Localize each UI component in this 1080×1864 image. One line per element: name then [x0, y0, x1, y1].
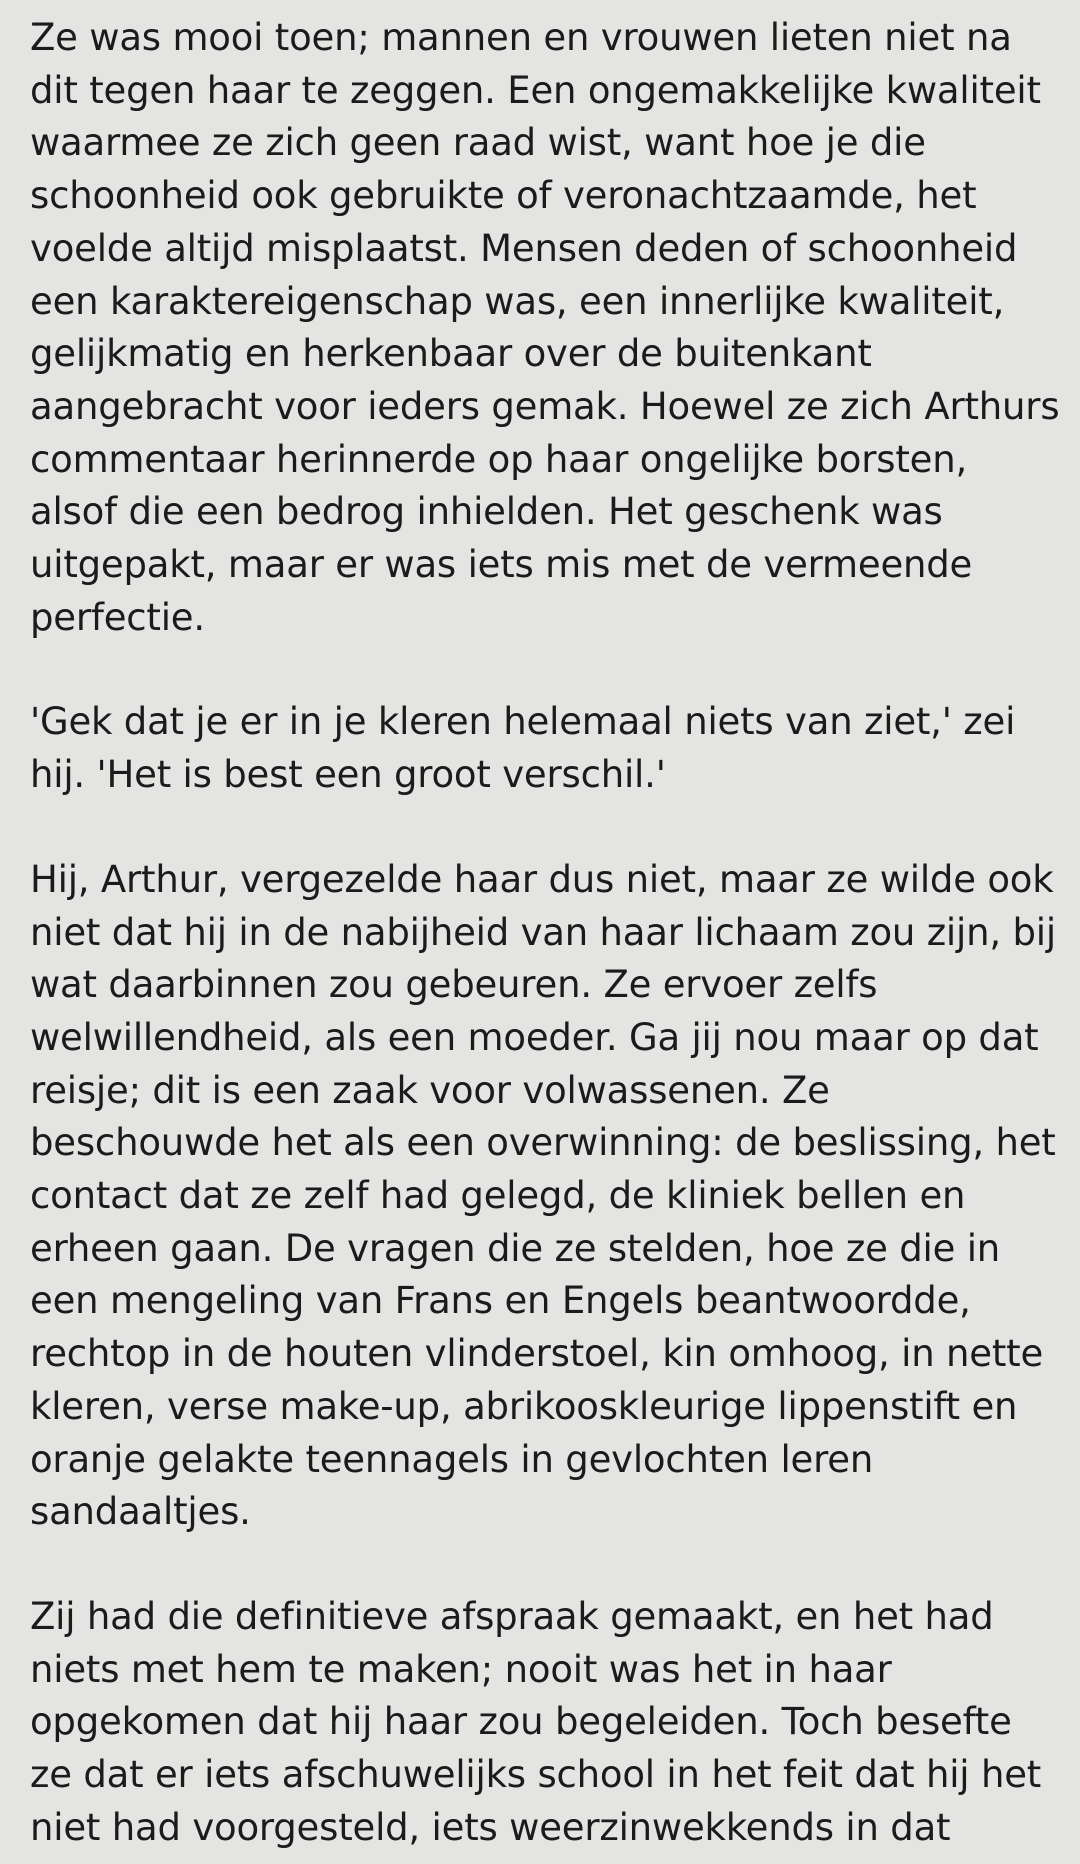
paragraph-2: 'Gek dat je er in je kleren helemaal niets van ziet,' zei hij. 'Het is best een groot verschil.'	[30, 700, 1016, 797]
reader-text-body	[30, 12, 1060, 1864]
paragraph-4: Zij had die definitieve afspraak gemaakt, en het had niets met hem te maken; nooit was het in haar opgekomen dat hij haar zou begeleiden. Toch besefte ze dat er iets afschuwelijks school in het feit dat hij het niet had voorgesteld, iets weerzinwekkends in dat	[30, 1594, 1042, 1849]
paragraph-1: Ze was mooi toen; mannen en vrouwen lieten niet na dit tegen haar te zeggen. Een ongemakkelijke kwaliteit waarmee ze zich geen raad wist, want hoe je die schoonheid ook gebruikte of veronachtzaamde, het voelde altijd misplaatst. Mensen deden of schoonheid een karaktereigenschap was, een innerlijke kwaliteit, gelijkmatig en herkenbaar over de buitenkant aangebracht voor ieders gemak. Hoewel ze zich Arthurs commentaar herinnerde op haar ongelijke borsten, alsof die een bedrog inhielden. Het geschenk was uitgepakt, maar er was iets mis met de vermeende perfectie.	[30, 16, 1060, 639]
paragraph-3: Hij, Arthur, vergezelde haar dus niet, maar ze wilde ook niet dat hij in de nabijheid van haar lichaam zou zijn, bij wat daarbinnen zou gebeuren. Ze ervoer zelfs welwillendheid, als een moeder. Ga jij nou maar op dat reisje; dit is een zaak voor volwassenen. Ze beschouwde het als een overwinning: de beslissing, het contact dat ze zelf had gelegd, de kliniek bellen en erheen gaan. De vragen die ze stelden, hoe ze die in een mengeling van Frans en Engels beantwoordde, rechtop in de houten vlinderstoel, kin omhoog, in nette kleren, verse make-up, abrikooskleurige lippenstift en oranje gelakte teennagels in gevlochten leren sandaaltjes.	[30, 857, 1056, 1534]
